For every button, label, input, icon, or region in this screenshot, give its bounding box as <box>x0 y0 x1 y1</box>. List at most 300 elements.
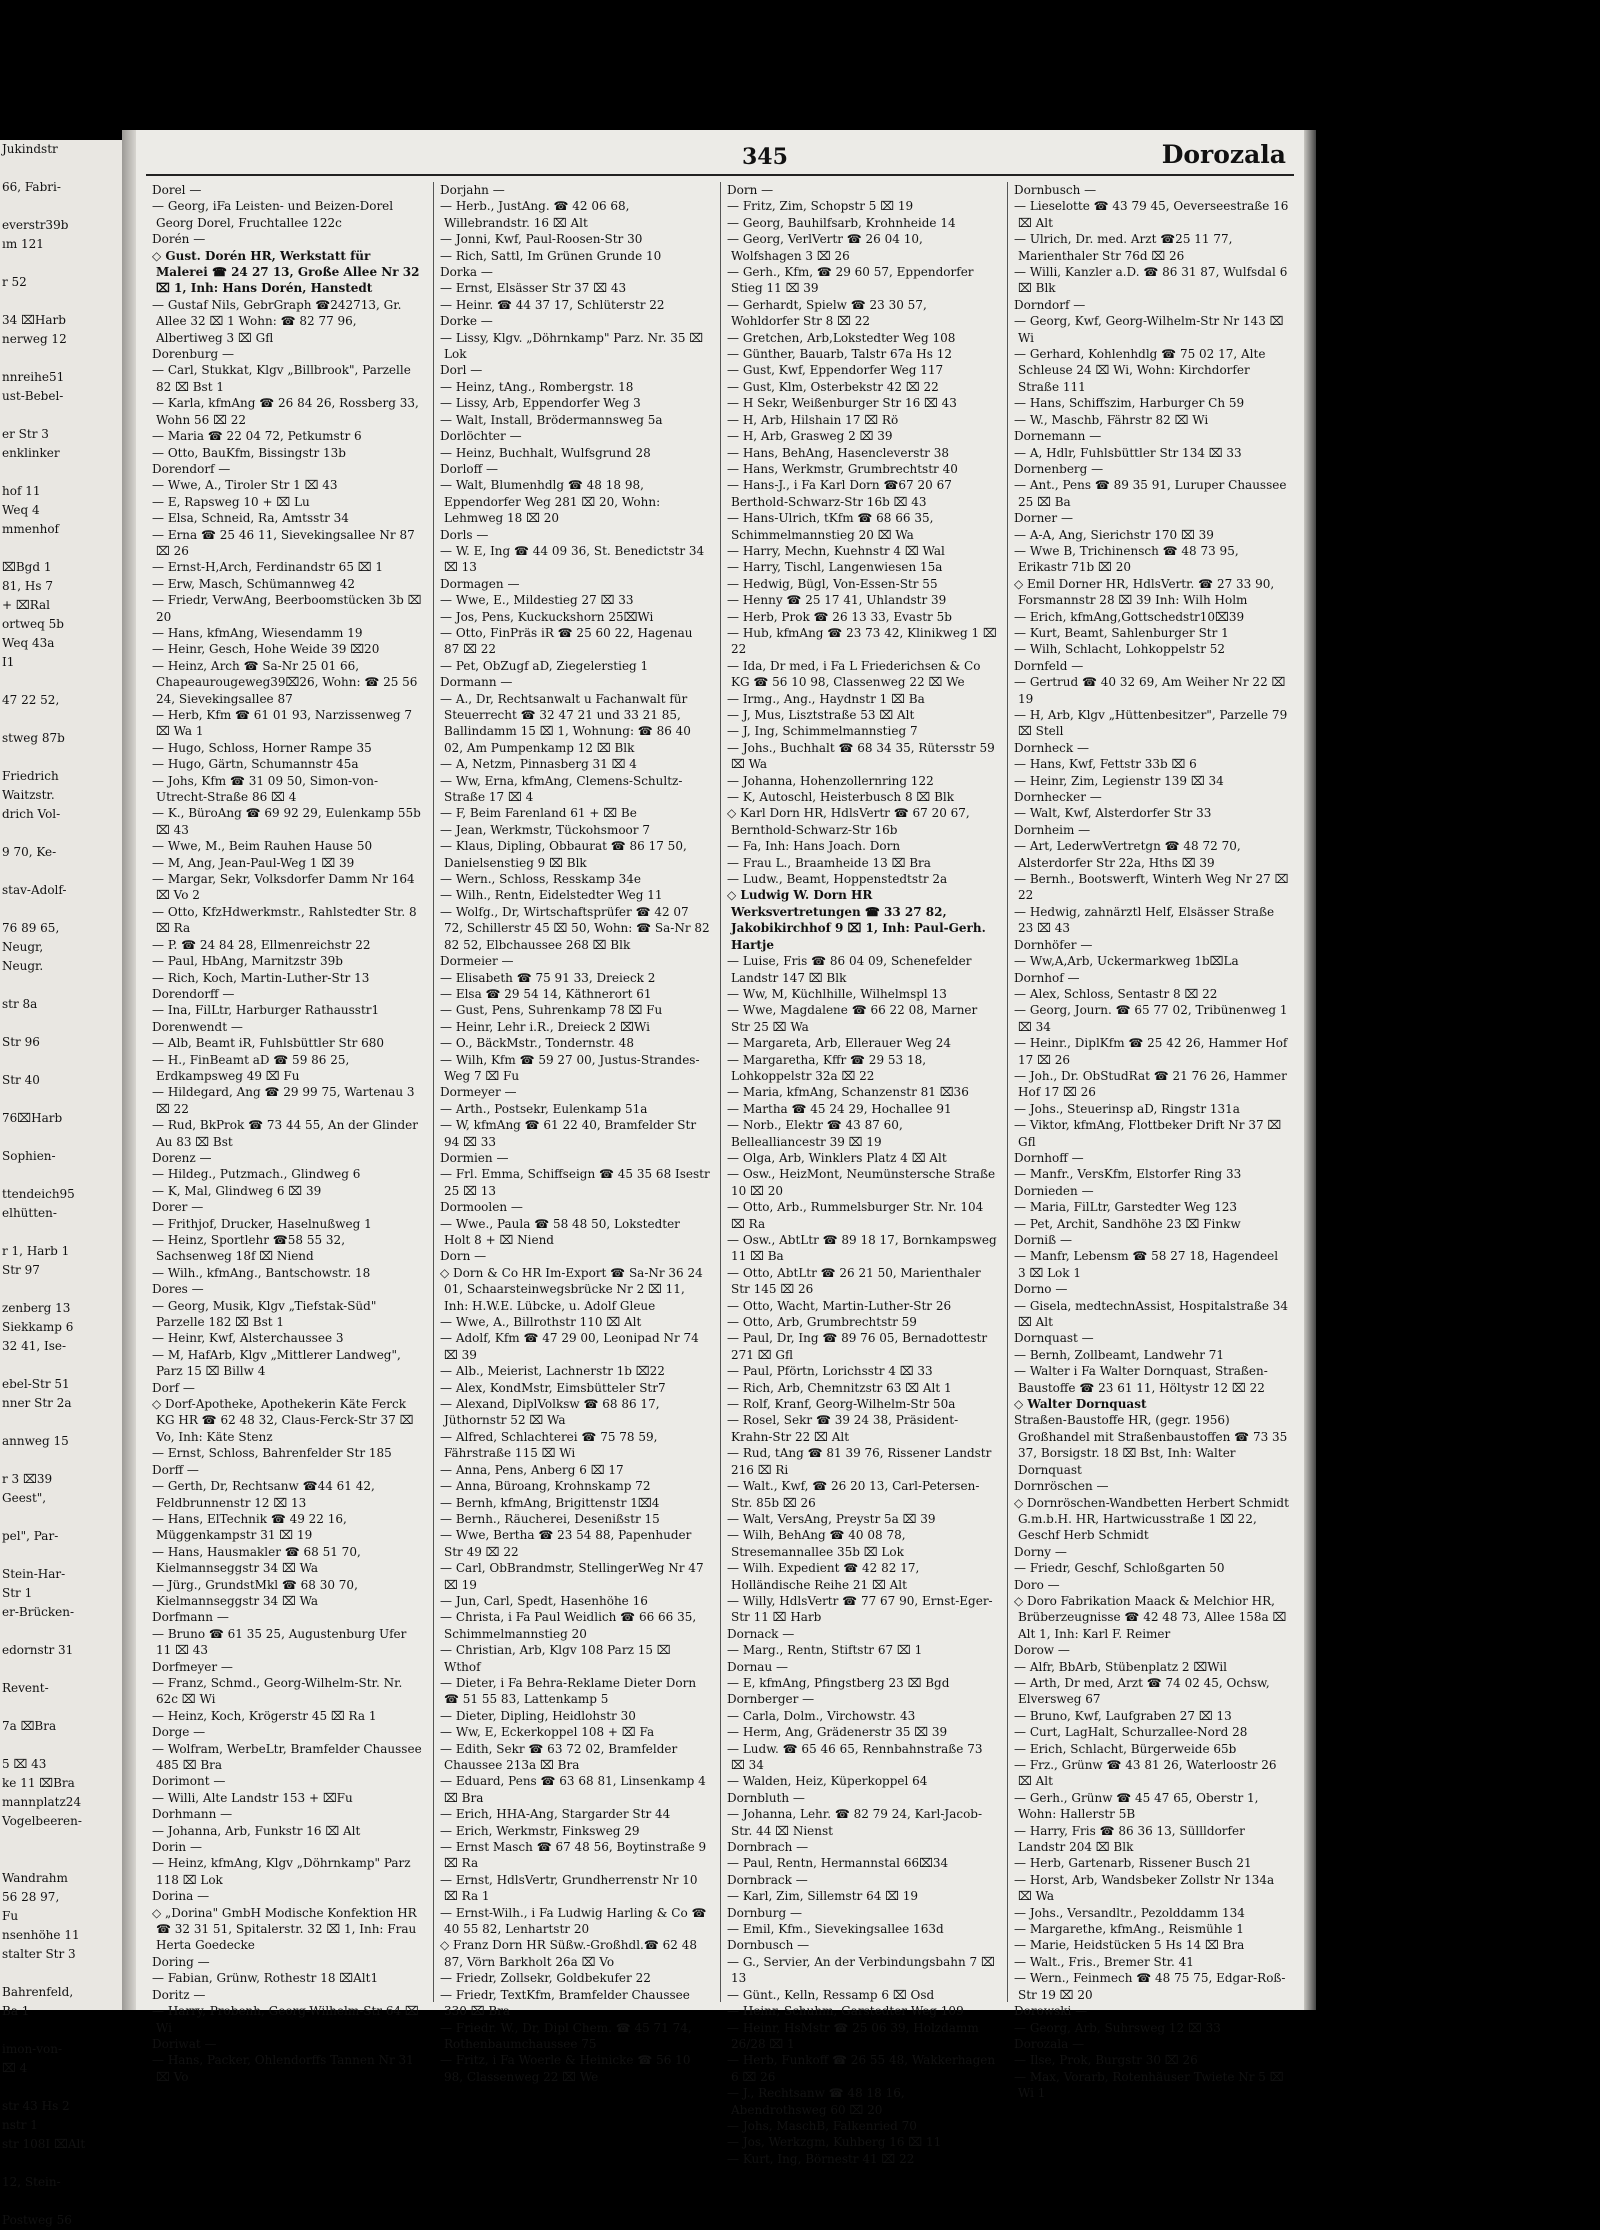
directory-entry: — J, Mus, Lisztstraße 53 ⌧ Alt <box>727 708 915 722</box>
directory-entry: — Elsa ☎ 29 54 14, Käthnerort 61 <box>440 986 652 1001</box>
directory-entry: — Wwe B, Trichinensch ☎ 48 73 95, Erikastr 71b ⌧ 20 <box>1014 543 1239 575</box>
directory-entry: Dornheim — <box>1014 822 1091 837</box>
directory-entry: — Johs, MaschB, Falkenried 70 <box>727 2118 917 2133</box>
prev-page-fragment: Fu <box>2 1909 19 1923</box>
prev-page-fragment <box>0 2192 122 2211</box>
directory-entry: Dorf — <box>152 1380 195 1395</box>
prev-page-fragment: 66, Fabri- <box>2 180 61 194</box>
directory-entry: — A., Dr, Rechtsanwalt u Fachanwalt für Steuerrecht ☎ 32 47 21 und 33 21 85, Ballindamm 15 ⌧ 1, Wohnung: ☎ 86 40 02, Am Pumpenkamp 12 ⌧ Blk <box>440 691 691 755</box>
directory-entry: Dormien — <box>440 1150 509 1165</box>
directory-entry: — Herb, Gartenarb, Rissener Busch 21 <box>1014 1856 1252 1871</box>
directory-entry: — Carl, Stukkat, Klgv „Billbrook", Parzelle 82 ⌧ Bst 1 <box>152 363 411 394</box>
directory-entry: — H, Arb, Hilshain 17 ⌧ Rö <box>727 412 899 427</box>
directory-entry: — Gisela, medtechnAssist, Hospitalstraße 34 ⌧ Alt <box>1014 1298 1289 1330</box>
directory-entry: — Karl, Zim, Sillemstr 64 ⌧ 19 <box>727 1889 919 1904</box>
prev-page-fragment: Bahrenfeld, <box>2 1985 74 1999</box>
directory-entry: — Bruno ☎ 61 35 25, Augustenburg Ufer 11 ⌧ 43 <box>152 1626 407 1658</box>
directory-entry: — Erich, Schlacht, Bürgerweide 65b <box>1014 1741 1237 1756</box>
directory-entry: — Fa, Inh: Hans Joach. Dorn <box>727 839 901 854</box>
directory-entry: Dorfmeyer — <box>152 1659 233 1674</box>
directory-entry: — Ww, M, Küchlhille, Wilhelmspl 13 <box>727 986 947 1001</box>
directory-entry: — Gertrud ☎ 40 32 69, Am Weiher Nr 22 ⌧ 19 <box>1014 675 1286 706</box>
directory-entry: — Heinz, Koch, Krögerstr 45 ⌧ Ra 1 <box>152 1708 377 1723</box>
prev-page-fragment: ust-Bebel- <box>2 389 64 403</box>
column-3 <box>720 182 1001 2166</box>
prev-page-fragment <box>0 1014 122 1033</box>
prev-page-fragment: ⌧ 4 <box>2 2061 28 2075</box>
prev-page-fragment <box>0 710 122 729</box>
directory-entry: Dorke — <box>440 314 493 329</box>
directory-entry: Dormeyer — <box>440 1085 517 1100</box>
directory-entry: — Jos, Pens, Kuckuckshorn 25⌧Wi <box>440 609 654 624</box>
prev-page-fragment: annweg 15 <box>2 1434 69 1448</box>
directory-entry: — Johs., Buchhalt ☎ 68 34 35, Rütersstr 59 ⌧ Wa <box>727 740 995 772</box>
prev-page-fragment <box>0 1090 122 1109</box>
directory-entry: — Heinr. ☎ 44 37 17, Schlüterstr 22 <box>440 297 665 312</box>
directory-entry: — Bernh, Zollbeamt, Landwehr 71 <box>1014 1347 1225 1362</box>
directory-entry: — Ida, Dr med, i Fa L Friederichsen & Co KG ☎ 56 10 98, Classenweg 22 ⌧ We <box>727 658 981 690</box>
column-1 <box>146 182 426 2084</box>
prev-page-fragment: hof 11 <box>2 484 41 498</box>
prev-page-fragment: Vogelbeeren- <box>2 1814 82 1828</box>
directory-entry: — Arth, Dr med, Arzt ☎ 74 02 45, Ochsw, Elversweg 67 <box>1014 1675 1270 1707</box>
directory-entry: — Heinr, Lehr i.R., Dreieck 2 ⌧Wi <box>440 1019 650 1034</box>
directory-entry: — Maria ☎ 22 04 72, Petkumstr 6 <box>152 429 362 444</box>
directory-entry: — Wwe, M., Beim Rauhen Hause 50 <box>152 839 373 854</box>
directory-entry: — Friedr. W., Dr, Dipl Chem. ☎ 45 71 74, Rothenbaumchaussee 75 <box>440 2020 692 2051</box>
directory-entry: ◇ Gust. Dorén HR, Werkstatt für Malerei ☎ 24 27 13, Große Allee Nr 32 ⌧ 1, Inh: Hans Dorén, Hanstedt <box>152 248 420 296</box>
directory-entry: — Herm, Ang, Grädenerstr 35 ⌧ 39 <box>727 1725 948 1740</box>
directory-entry: — Osw., HeizMont, Neumünstersche Straße 10 ⌧ 20 <box>727 1167 996 1198</box>
prev-page-fragment <box>0 1413 122 1432</box>
prev-page-fragment <box>0 292 122 311</box>
directory-entry: — Heinr, Schuhm, Garstedter Weg 109 <box>727 2004 964 2019</box>
directory-entry: — K., BüroAng ☎ 69 92 29, Eulenkamp 55b ⌧ 43 <box>152 806 421 837</box>
prev-page-fragment: Waitzstr. <box>2 788 55 802</box>
directory-entry: Dornfeld — <box>1014 658 1084 673</box>
directory-entry: — Wwe., Paula ☎ 58 48 50, Lokstedter Holt 8 + ⌧ Niend <box>440 1216 680 1247</box>
directory-entry: — Hans-Ulrich, tKfm ☎ 68 66 35, Schimmelmannstieg 20 ⌧ Wa <box>727 511 934 542</box>
directory-entry: ◇ Dorn & Co HR Im-Export ☎ Sa-Nr 36 24 01, Schaarsteinwegsbrücke Nr 2 ⌧ 11, Inh: H.W.E. Lübcke, u. Adolf Gleue <box>440 1265 703 1313</box>
directory-entry: — Hans, Werkmstr, Grumbrechtstr 40 <box>727 461 958 476</box>
directory-entry: — Harry, Mechn, Kuehnstr 4 ⌧ Wal <box>727 543 945 558</box>
directory-entry: Dorn — <box>727 183 774 197</box>
directory-entry: — Carl, ObBrandmstr, StellingerWeg Nr 47 ⌧ 19 <box>440 1561 704 1592</box>
prev-page-fragment <box>0 1052 122 1071</box>
prev-page-fragment: 12, Stein- <box>2 2175 61 2189</box>
directory-entry: — Gerth, Dr, Rechtsanw ☎44 61 42, Feldbrunnenstr 12 ⌧ 13 <box>152 1479 375 1510</box>
directory-entry: Dornhoff — <box>1014 1150 1084 1165</box>
directory-entry: — Erich, Werkmstr, Finksweg 29 <box>440 1823 640 1838</box>
directory-entry: — Irmg., Ang., Haydnstr 1 ⌧ Ba <box>727 691 925 706</box>
directory-entry: — Johanna, Arb, Funkstr 16 ⌧ Alt <box>152 1823 361 1838</box>
directory-entry: — Harry, Probenh, Georg-Wilhelm-Str 64 ⌧ Wi <box>152 2004 419 2035</box>
directory-entry: — Friedr, Geschf, Schloßgarten 50 <box>1014 1561 1225 1576</box>
directory-entry: — H, Arb, Klgv „Hüttenbesitzer", Parzelle 79 ⌧ Stell <box>1014 708 1288 739</box>
directory-entry: — Alex, Schloss, Sentastr 8 ⌧ 22 <box>1014 986 1218 1001</box>
directory-entry: — Georg, Kwf, Georg-Wilhelm-Str Nr 143 ⌧ Wi <box>1014 314 1284 345</box>
directory-entry: ◇ Franz Dorn HR Süßw.-Großhdl.☎ 62 48 87, Vörn Barkholt 26a ⌧ Vo <box>440 1938 697 1969</box>
prev-page-fragment: zenberg 13 <box>2 1301 71 1315</box>
directory-entry: — Willi, Kanzler a.D. ☎ 86 31 87, Wulfsdal 6 ⌧ Blk <box>1014 265 1288 296</box>
prev-page-fragment: r 3 ⌧39 <box>2 1472 53 1486</box>
directory-entry: Dorno — <box>1014 1282 1068 1297</box>
directory-entry: — Carla, Dolm., Virchowstr. 43 <box>727 1708 916 1723</box>
directory-entry: — Wwe, Magdalene ☎ 66 22 08, Marner Str 25 ⌧ Wa <box>727 1003 978 1034</box>
directory-entry: — Georg, Musik, Klgv „Tiefstak-Süd" Parzelle 182 ⌧ Bst 1 <box>152 1298 377 1330</box>
directory-entry: — Kurt, Beamt, Sahlenburger Str 1 <box>1014 625 1229 640</box>
directory-entry: — Hugo, Schloss, Horner Rampe 35 <box>152 740 372 755</box>
prev-page-fragment: mannplatz24 <box>2 1795 82 1809</box>
directory-entry: — Alexand, DiplVolksw ☎ 68 86 17, Jüthornstr 52 ⌧ Wa <box>440 1397 660 1428</box>
prev-page-fragment: 34 ⌧Harb <box>2 313 66 327</box>
directory-entry: — Günt., Kelln, Ressamp 6 ⌧ Osd <box>727 1987 935 2002</box>
directory-entry: — Ernst-H,Arch, Ferdinandstr 65 ⌧ 1 <box>152 560 384 575</box>
prev-page-fragment <box>0 748 122 767</box>
directory-entry: Dorka — <box>440 265 493 280</box>
directory-entry: — J, Ing, Schimmelmannstieg 7 <box>727 724 918 739</box>
prev-page-fragment <box>0 1736 122 1755</box>
directory-entry: Dorhmann — <box>152 1807 233 1822</box>
prev-page-fragment: Ba 1 <box>2 2004 30 2018</box>
directory-entry: — Johs., Steuerinsp aD, Ringstr 131a <box>1014 1101 1240 1116</box>
directory-entry: — Heinr., DiplKfm ☎ 25 42 26, Hammer Hof 17 ⌧ 26 <box>1014 1036 1288 1067</box>
directory-entry: — Fritz, i Fa Woerle & Heinicke ☎ 56 10 98, Classenweg 22 ⌧ We <box>440 2053 691 2084</box>
directory-entry: ◇ Emil Dorner HR, HdlsVertr. ☎ 27 33 90, Forsmannstr 28 ⌧ 39 Inh: Wilh Holm <box>1014 576 1275 608</box>
directory-entry: — Hildeg., Putzmach., Glindweg 6 <box>152 1167 361 1182</box>
directory-entry: — Wwe, A., Tiroler Str 1 ⌧ 43 <box>152 478 338 493</box>
directory-entry: ◇ Dorf-Apotheke, Apothekerin Käte Ferck KG HR ☎ 62 48 32, Claus-Ferck-Str 37 ⌧ Vo, Inh: Käte Stenz <box>152 1397 414 1444</box>
prev-page-fragment: pel", Par- <box>2 1529 59 1543</box>
directory-entry: Doritz — <box>152 1987 206 2002</box>
directory-entry: — Rich, Koch, Martin-Luther-Str 13 <box>152 970 370 985</box>
directory-entry: — Ww, Erna, kfmAng, Clemens-Schultz-Straße 17 ⌧ 4 <box>440 773 683 805</box>
directory-entry: — Franz, Schmd., Georg-Wilhelm-Str. Nr. 62c ⌧ Wi <box>152 1675 403 1707</box>
prev-page-fragment: nnreihe51 <box>2 370 65 384</box>
directory-entry: — Elisabeth ☎ 75 91 33, Dreieck 2 <box>440 970 656 985</box>
prev-page-fragment: Neugr, <box>2 940 44 954</box>
directory-entry: Dorendorf — <box>152 461 231 476</box>
prev-page-fragment: str 43 Hs 2 <box>2 2099 70 2113</box>
prev-page-fragment: Stein-Har- <box>2 1567 66 1581</box>
directory-entry: — Eduard, Pens ☎ 63 68 81, Linsenkamp 4 ⌧ Bra <box>440 1774 706 1805</box>
directory-entry: Dormann — <box>440 675 513 690</box>
prev-page-fragment: Neugr. <box>2 959 44 973</box>
directory-entry: — Gretchen, Arb,Lokstedter Weg 108 <box>727 330 956 345</box>
directory-entry: — Ilse, Prok, Burgstr 30 ⌧ 26 <box>1014 2053 1198 2068</box>
prev-page-fragment: everstr39b <box>2 218 69 232</box>
page-header <box>136 130 1304 176</box>
directory-entry: — Art, LederwVertretgn ☎ 48 72 70, Alsterdorfer Str 22a, Hths ⌧ 39 <box>1014 839 1241 870</box>
directory-entry: — Paul, HbAng, Marnitzstr 39b <box>152 954 343 969</box>
directory-entry: — Heinz, tAng., Rombergstr. 18 <box>440 379 634 394</box>
directory-entry: Dorimont — <box>152 1774 226 1789</box>
directory-entry: — K, Mal, Glindweg 6 ⌧ 39 <box>152 1183 322 1198</box>
directory-entry: — Otto, Arb., Rummelsburger Str. Nr. 104 ⌧ Ra <box>727 1200 984 1231</box>
directory-entry: — E, Rapsweg 10 + ⌧ Lu <box>152 494 310 509</box>
prev-page-fragment <box>0 1356 122 1375</box>
prev-page-fragment: str 108I ⌧Alt <box>2 2137 86 2151</box>
prev-page-fragment <box>0 1280 122 1299</box>
directory-entry: — Hedwig, Bügl, Von-Essen-Str 55 <box>727 576 938 591</box>
directory-entry: — Ant., Pens ☎ 89 35 91, Luruper Chaussee 25 ⌧ Ba <box>1014 478 1287 509</box>
directory-entry: — Willi, Alte Landstr 153 + ⌧Fu <box>152 1790 353 1805</box>
directory-entry: — Fabian, Grünw, Rothestr 18 ⌧Alt1 <box>152 1971 379 1986</box>
directory-entry: — Martha ☎ 45 24 29, Hochallee 91 <box>727 1101 952 1116</box>
prev-page-fragment: 56 28 97, <box>2 1890 60 1904</box>
page-right-edge <box>1304 130 1316 2010</box>
directory-entry: Dorloff — <box>440 461 498 476</box>
prev-page-fragment <box>0 1622 122 1641</box>
directory-entry: — Margarethe, kfmAng., Reismühle 1 <box>1014 1922 1244 1937</box>
directory-entry: — Bernh., Räucherei, Desenißstr 15 <box>440 1511 660 1526</box>
prev-page-fragment: ebel-Str 51 <box>2 1377 70 1391</box>
directory-entry: — Ww, E, Eckerkoppel 108 + ⌧ Fa <box>440 1725 655 1740</box>
prev-page-fragment: 5 ⌧ 43 <box>2 1757 47 1771</box>
directory-entry: — Pet, ObZugf aD, Ziegelerstieg 1 <box>440 658 649 673</box>
directory-entry: Dorniß — <box>1014 1233 1072 1247</box>
directory-entry: — Paul, Dr, Ing ☎ 89 76 05, Bernadottestr 271 ⌧ Gfl <box>727 1331 988 1362</box>
directory-entry: — Wilh, Kfm ☎ 59 27 00, Justus-Strandes-Weg 7 ⌧ Fu <box>440 1052 700 1083</box>
directory-entry: — Gust, Pens, Suhrenkamp 78 ⌧ Fu <box>440 1003 663 1018</box>
prev-page-fragment: Siekkamp 6 <box>2 1320 74 1334</box>
directory-entry: — Herb., JustAng. ☎ 42 06 68, Willebrandstr. 16 ⌧ Alt <box>440 199 630 230</box>
directory-entry: — F, Beim Farenland 61 + ⌧ Be <box>440 806 637 821</box>
directory-entry: — Emil, Kfm., Sievekingsallee 163d <box>727 1922 944 1937</box>
directory-entry: — Hans, Packer, Ohlendorffs Tannen Nr 31 ⌧ Vo <box>152 2053 414 2084</box>
directory-entry: — A, Hdlr, Fuhlsbüttler Str 134 ⌧ 33 <box>1014 445 1242 460</box>
directory-entry: — Otto, Arb, Grumbrechtstr 59 <box>727 1315 917 1330</box>
directory-entry: — Frau L., Braamheide 13 ⌧ Bra <box>727 855 931 870</box>
prev-page-fragment <box>0 1128 122 1147</box>
directory-entry: — Harry, Fris ☎ 86 36 13, Süllldorfer Landstr 204 ⌧ Blk <box>1014 1823 1245 1855</box>
directory-entry: — Edith, Sekr ☎ 63 72 02, Bramfelder Chaussee 213a ⌧ Bra <box>440 1741 678 1772</box>
column-2 <box>433 182 714 2084</box>
directory-entry: — Wwe, Bertha ☎ 23 54 88, Papenhuder Str 49 ⌧ 22 <box>440 1528 692 1559</box>
directory-entry: ◇ Walter Dornquast <box>1014 1397 1147 1412</box>
directory-entry: — M, Ang, Jean-Paul-Weg 1 ⌧ 39 <box>152 855 355 870</box>
prev-page-fragment <box>0 1166 122 1185</box>
directory-entry: Dornberger — <box>727 1692 815 1707</box>
prev-page-fragment: 9 70, Ke- <box>2 845 57 859</box>
directory-entry: — Gerhard, Kohlenhdlg ☎ 75 02 17, Alte Schleuse 24 ⌧ Wi, Wohn: Kirchdorfer Straße 111 <box>1014 347 1266 394</box>
directory-entry: — Georg, iFa Leisten- und Beizen-Dorel Georg Dorel, Fruchtallee 122c <box>152 199 394 230</box>
prev-page-fragment <box>0 2078 122 2097</box>
prev-page-fragment <box>0 1546 122 1565</box>
directory-entry: Dornbusch — <box>1014 183 1097 197</box>
prev-page-fragment <box>0 1660 122 1679</box>
directory-entry: — Ernst, HdlsVertr, Grundherrenstr Nr 10 ⌧ Ra 1 <box>440 1872 698 1904</box>
directory-entry: Dorén — <box>152 232 206 247</box>
directory-entry: — Heinr, Zim, Legienstr 139 ⌧ 34 <box>1014 773 1224 788</box>
directory-entry: — Viktor, kfmAng, Flottbeker Drift Nr 37 ⌧ Gfl <box>1014 1118 1282 1149</box>
prev-page-fragment: ortweq 5b <box>2 617 64 631</box>
directory-entry: — Erna ☎ 25 46 11, Sievekingsallee Nr 87 ⌧ 26 <box>152 527 415 558</box>
directory-entry: Dorenburg — <box>152 347 235 362</box>
directory-entry: Dornieden — <box>1014 1183 1094 1198</box>
directory-entry: Dores — <box>152 1282 204 1297</box>
directory-entry: — Herb, Funkoff ☎ 26 55 48, Wakkerhagen 6 ⌧ 26 <box>727 2053 996 2084</box>
directory-entry: — Otto, BauKfm, Bissingstr 13b <box>152 445 346 460</box>
directory-entry: Dormagen — <box>440 576 520 591</box>
directory-entry: Dorner — <box>1014 511 1073 526</box>
directory-entry: — M, HafArb, Klgv „Mittlerer Landweg", Parz 15 ⌧ Billw 4 <box>152 1347 401 1379</box>
directory-entry: — Klaus, Dipling, Obbaurat ☎ 86 17 50, Danielsenstieg 9 ⌧ Blk <box>440 839 687 870</box>
directory-entry: — W., Maschb, Fährstr 82 ⌧ Wi <box>1014 412 1209 427</box>
directory-entry: — Hans, Kwf, Fettstr 33b ⌧ 6 <box>1014 757 1197 772</box>
directory-entry: Dorel — <box>152 183 202 197</box>
directory-entry: — Kurt, Ing, Börnestr 41 ⌧ 22 <box>727 2151 915 2166</box>
prev-page-fragment: Str 1 <box>2 1586 33 1600</box>
directory-entry: Dorendorff — <box>152 986 235 1001</box>
directory-entry: — Wolfram, WerbeLtr, Bramfelder Chaussee 485 ⌧ Bra <box>152 1741 422 1772</box>
directory-entry: — H Sekr, Weißenburger Str 16 ⌧ 43 <box>727 396 957 411</box>
prev-page-fragment <box>0 1508 122 1527</box>
directory-entry: — Bernh., Bootswerft, Winterh Weg Nr 27 ⌧ 22 <box>1014 872 1289 903</box>
directory-entry: — Ludw. ☎ 65 46 65, Rennbahnstraße 73 ⌧ 34 <box>727 1741 983 1772</box>
directory-entry: — Walter i Fa Walter Dornquast, Straßen-Baustoffe ☎ 23 61 11, Höltystr 12 ⌧ 22 <box>1014 1364 1268 1395</box>
directory-entry: Dornbusch — <box>727 1938 810 1953</box>
directory-entry: — Ernst, Schloss, Bahrenfelder Str 185 <box>152 1446 392 1461</box>
directory-entry: — W. E, Ing ☎ 44 09 36, St. Benedictstr 34 ⌧ 13 <box>440 543 705 575</box>
prev-page-fragment <box>0 900 122 919</box>
directory-entry: — Georg, Bauhilfsarb, Krohnheide 14 <box>727 215 956 230</box>
directory-entry: — Rosel, Sekr ☎ 39 24 38, Präsident-Krahn-Str 22 ⌧ Alt <box>727 1413 959 1444</box>
directory-entry: — Ww,A,Arb, Uckermarkweg 1b⌧La <box>1014 954 1239 969</box>
directory-entry: — Hugo, Gärtn, Schumannstr 45a <box>152 757 359 772</box>
prev-page-fragment <box>0 2154 122 2173</box>
directory-entry: — Jürg., GrundstMkl ☎ 68 30 70, Kielmannseggstr 34 ⌧ Wa <box>152 1577 358 1608</box>
directory-entry: — Horst, Arb, Wandsbeker Zollstr Nr 134a ⌧ Wa <box>1014 1872 1275 1904</box>
directory-entry: — Frz., Grünw ☎ 43 81 26, Waterloostr 26 ⌧ Alt <box>1014 1758 1277 1789</box>
directory-entry: — Gerh., Grünw ☎ 45 47 65, Oberstr 1, Wohn: Hallerstr 5B <box>1014 1790 1259 1822</box>
directory-entry: — Heinr, Kwf, Alsterchaussee 3 <box>152 1331 344 1346</box>
prev-page-fragment <box>0 349 122 368</box>
directory-entry: — H, Arb, Grasweg 2 ⌧ 39 <box>727 429 893 444</box>
directory-entry: — Bernh, kfmAng, Brigittenstr 1⌧4 <box>440 1495 660 1510</box>
prev-page-fragment <box>0 1223 122 1242</box>
directory-entry: — Norb., Elektr ☎ 43 87 60, Bellealliancestr 39 ⌧ 19 <box>727 1118 903 1149</box>
directory-entry: Dorer — <box>152 1200 204 1215</box>
prev-page-fragment <box>0 976 122 995</box>
directory-entry: Dorenz — <box>152 1150 212 1165</box>
directory-entry: — Wern., Schloss, Resskamp 34e <box>440 872 641 887</box>
directory-entry: ◇ Dornröschen-Wandbetten Herbert Schmidt G.m.b.H. HR, Hartwicusstraße 1 ⌧ 22, Geschf Herb Schmidt <box>1014 1495 1289 1543</box>
directory-entry: — Hildegard, Ang ☎ 29 99 75, Wartenau 3 ⌧ 22 <box>152 1085 415 1116</box>
directory-entry: — Hub, kfmAng ☎ 23 73 42, Klinikweg 1 ⌧ 22 <box>727 625 997 657</box>
directory-entry: — Heinr, Gesch, Hohe Weide 39 ⌧20 <box>152 642 380 657</box>
prev-page-fragment: r 1, Harb 1 <box>2 1244 70 1258</box>
directory-entry: — Christa, i Fa Paul Weidlich ☎ 66 66 35, Schimmelmannstieg 20 <box>440 1610 697 1641</box>
directory-entry: Dornbrach — <box>727 1840 809 1855</box>
prev-page-fragment: ım 121 <box>2 237 44 251</box>
directory-entry: ◇ Doro Fabrikation Maack & Melchior HR, Brüberzeugnisse ☎ 42 48 73, Allee 158a ⌧ Alt 1, Inh: Karl F. Reimer <box>1014 1593 1287 1641</box>
page-number: 345 <box>742 144 788 170</box>
directory-entry: — Margaretha, Kffr ☎ 29 53 18, Lohkoppelstr 32a ⌧ 22 <box>727 1052 927 1083</box>
directory-entry: — Marg., Rentn, Stiftstr 67 ⌧ 1 <box>727 1643 923 1658</box>
prev-page-fragment: Geest", <box>2 1491 47 1505</box>
prev-page-fragment: er-Brücken- <box>2 1605 75 1619</box>
prev-page-fragment: drich Vol- <box>2 807 61 821</box>
prev-page-fragment <box>0 406 122 425</box>
prev-page-fragment <box>0 2021 122 2040</box>
directory-entry: Doring — <box>152 1954 210 1969</box>
directory-entry: — Alb, Beamt iR, Fuhlsbüttler Str 680 <box>152 1036 385 1051</box>
prev-page-fragment: 7a ⌧Bra <box>2 1719 57 1733</box>
directory-entry: — Margareta, Arb, Ellerauer Weg 24 <box>727 1036 952 1051</box>
directory-entry: Dorenwendt — <box>152 1019 243 1034</box>
directory-entry: — Rich, Sattl, Im Grünen Grunde 10 <box>440 248 662 263</box>
directory-entry: — G., Servier, An der Verbindungsbahn 7 ⌧ 13 <box>727 1954 995 1986</box>
directory-entry: — Walt, Install, Brödermannsweg 5a <box>440 412 663 427</box>
prev-page-fragment: mmenhof <box>2 522 59 536</box>
prev-page-fragment: elhütten- <box>2 1206 57 1220</box>
directory-entry: — Manfr., VersKfm, Elstorfer Ring 33 <box>1014 1167 1242 1182</box>
directory-entry: — W, kfmAng ☎ 61 22 40, Bramfelder Str 94 ⌧ 33 <box>440 1118 697 1149</box>
directory-entry: — Margar, Sekr, Volksdorfer Damm Nr 164 ⌧ Vo 2 <box>152 872 415 903</box>
prev-page-fragment: Str 40 <box>2 1073 40 1087</box>
directory-entry: — Ulrich, Dr. med. Arzt ☎25 11 77, Marienthaler Str 76d ⌧ 26 <box>1014 232 1233 263</box>
directory-entry: — Erich, HHA-Ang, Stargarder Str 44 <box>440 1807 671 1822</box>
directory-entry: — Karla, kfmAng ☎ 26 84 26, Rossberg 33, Wohn 56 ⌧ 22 <box>152 396 419 427</box>
directory-entry: — Luise, Fris ☎ 86 04 09, Schenefelder Landstr 147 ⌧ Blk <box>727 954 972 985</box>
prev-page-fragment: enklinker <box>2 446 60 460</box>
directory-entry: Dormeier — <box>440 954 514 969</box>
directory-entry: — Olga, Arb, Winklers Platz 4 ⌧ Alt <box>727 1150 947 1165</box>
prev-page-fragment <box>0 1850 122 1869</box>
directory-entry: — Gust, Kwf, Eppendorfer Weg 117 <box>727 363 944 378</box>
directory-entry: — Max, Vorarb, Rotenhäuser Twiete Nr 5 ⌧ Wi 1 <box>1014 2069 1284 2101</box>
directory-entry: — A-A, Ang, Sierichstr 170 ⌧ 39 <box>1014 527 1214 542</box>
directory-entry: Dornröschen — <box>1014 1479 1109 1494</box>
directory-entry: — Lissy, Arb, Eppendorfer Weg 3 <box>440 396 641 411</box>
prev-page-fragment <box>0 1451 122 1470</box>
directory-entry: — Jos, Werkzgm, Kuhberg 16 ⌧ 11 <box>727 2135 942 2150</box>
prev-page-fragment: nsenhöhe 11 <box>2 1928 80 1942</box>
directory-entry: Dornhecker — <box>1014 790 1102 805</box>
directory-entry: — Herb, Prok ☎ 26 13 33, Evastr 5b <box>727 609 952 624</box>
prev-page-fragment: 76⌧Harb <box>2 1111 63 1125</box>
prev-page-fragment: + ⌧Ral <box>2 598 50 612</box>
directory-entry: — Walt., Fris., Bremer Str. 41 <box>1014 1954 1194 1969</box>
directory-entry: — Herb, Kfm ☎ 61 01 93, Narzissenweg 7 ⌧ Wa 1 <box>152 708 413 739</box>
column-4 <box>1007 182 1293 2101</box>
directory-entry: — Hedwig, zahnärztl Helf, Elsässer Straße 23 ⌧ 43 <box>1014 904 1275 936</box>
directory-entry: — Otto, KfzHdwerkmstr., Rahlstedter Str. 8 ⌧ Ra <box>152 904 417 936</box>
directory-entry: — Heinz, Arch ☎ Sa-Nr 25 01 66, Chapeaurougeweg39⌧26, Wohn: ☎ 25 56 24, Sievekingsallee 87 <box>152 658 418 706</box>
directory-entry: — Pet, Archit, Sandhöhe 23 ⌧ Finkw <box>1014 1216 1241 1231</box>
directory-entry: — Ina, FilLtr, Harburger Rathausstr1 <box>152 1003 380 1018</box>
directory-entry: — Alb., Meierist, Lachnerstr 1b ⌧22 <box>440 1364 665 1379</box>
header-rule <box>146 174 1294 176</box>
directory-entry: — Walt, Blumenhdlg ☎ 48 18 98, Eppendorfer Weg 281 ⌧ 20, Wohn: Lehmweg 18 ⌧ 20 <box>440 478 661 526</box>
directory-entry: ◇ Ludwig W. Dorn HR Werksvertretungen ☎ 33 27 82, Jakobikirchhof 9 ⌧ 1, Inh: Paul-Gerh. Hartje <box>727 888 986 952</box>
prev-page-fragment: stalter Str 3 <box>2 1947 76 1961</box>
prev-page-fragment: nstr 1 <box>2 2118 38 2132</box>
directory-page <box>136 130 1304 2166</box>
previous-page-edge <box>0 140 122 2227</box>
directory-entry: Dornburg — <box>727 1905 802 1920</box>
directory-entry: Dorls — <box>440 527 489 542</box>
prev-page-fragment: Friedrich <box>2 769 59 783</box>
directory-entry: Dorina — <box>152 1889 210 1904</box>
directory-entry: — Adolf, Kfm ☎ 47 29 00, Leonipad Nr 74 ⌧ 39 <box>440 1331 699 1362</box>
prev-page-fragment: Weq 43a <box>2 636 55 650</box>
directory-entry: — Erw, Masch, Schümannweg 42 <box>152 576 355 591</box>
directory-entry: — Heinz, Sportlehr ☎58 55 32, Sachsenweg 18f ⌧ Niend <box>152 1233 346 1264</box>
directory-entry: Dornenberg — <box>1014 461 1104 476</box>
directory-entry: — Marie, Heidstücken 5 Hs 14 ⌧ Bra <box>1014 1938 1245 1953</box>
